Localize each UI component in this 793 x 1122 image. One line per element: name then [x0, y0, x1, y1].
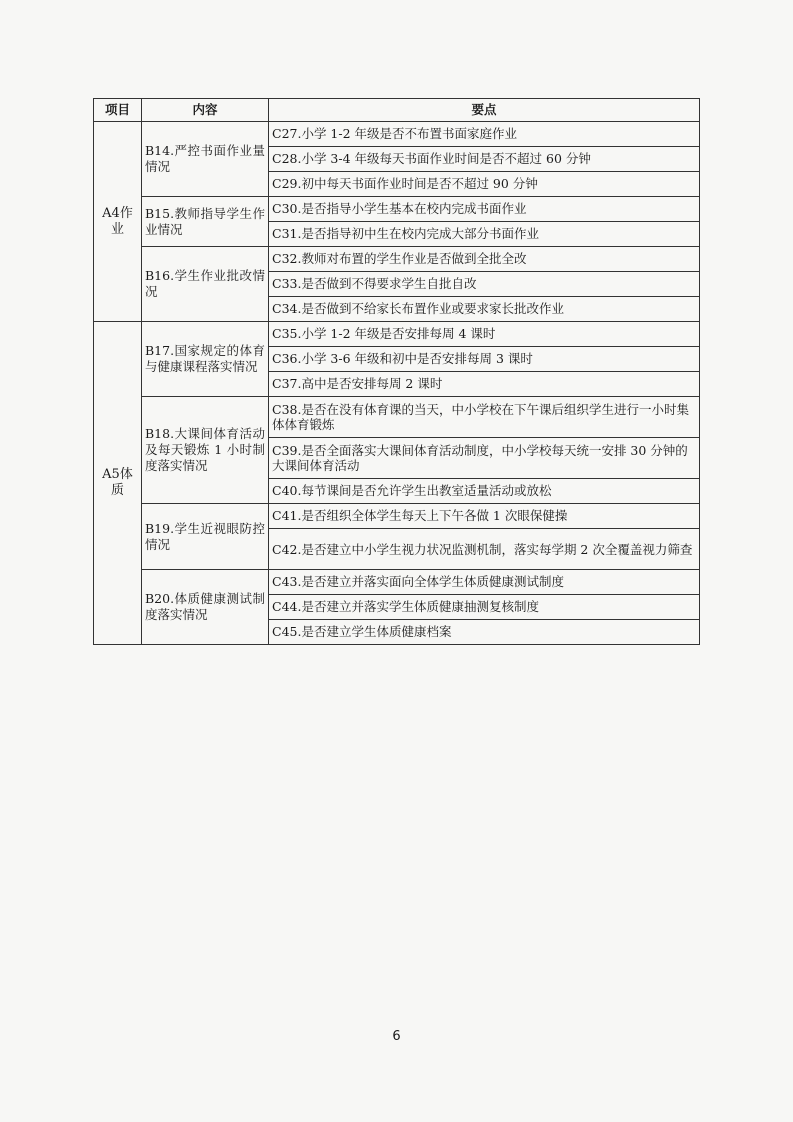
header-item: 项目 — [94, 99, 142, 122]
point-c45: C45.是否建立学生体质健康档案 — [269, 620, 700, 645]
point-c36: C36.小学 3-6 年级和初中是否安排每周 3 课时 — [269, 347, 700, 372]
category-a4: A4作业 — [94, 122, 142, 322]
point-c30: C30.是否指导小学生基本在校内完成书面作业 — [269, 197, 700, 222]
point-c44: C44.是否建立并落实学生体质健康抽测复核制度 — [269, 595, 700, 620]
point-c43: C43.是否建立并落实面向全体学生体质健康测试制度 — [269, 570, 700, 595]
point-c33: C33.是否做到不得要求学生自批自改 — [269, 272, 700, 297]
point-c38: C38.是否在没有体育课的当天，中小学校在下午课后组织学生进行一小时集体体育锻炼 — [269, 397, 700, 438]
category-a5: A5体质 — [94, 322, 142, 645]
sub-item-b19: B19.学生近视眼防控情况 — [142, 504, 269, 570]
point-c29: C29.初中每天书面作业时间是否不超过 90 分钟 — [269, 172, 700, 197]
table-row — [94, 247, 700, 272]
point-c35: C35.小学 1-2 年级是否安排每周 4 课时 — [269, 322, 700, 347]
point-c32: C32.教师对布置的学生作业是否做到全批全改 — [269, 247, 700, 272]
table-row — [94, 322, 700, 347]
point-c41: C41.是否组织全体学生每天上下午各做 1 次眼保健操 — [269, 504, 700, 529]
point-c31: C31.是否指导初中生在校内完成大部分书面作业 — [269, 222, 700, 247]
header-key-points: 要点 — [269, 99, 700, 122]
point-c27: C27.小学 1-2 年级是否不布置书面家庭作业 — [269, 122, 700, 147]
sub-item-b18: B18.大课间体育活动及每天锻炼 1 小时制度落实情况 — [142, 397, 269, 504]
table-row — [94, 570, 700, 595]
point-c42: C42.是否建立中小学生视力状况监测机制，落实每学期 2 次全覆盖视力筛查 — [269, 529, 700, 570]
table-row — [94, 397, 700, 438]
table-row — [94, 122, 700, 147]
sub-item-b15: B15.教师指导学生作业情况 — [142, 197, 269, 247]
sub-item-b20: B20.体质健康测试制度落实情况 — [142, 570, 269, 645]
table-header-row — [94, 99, 700, 122]
point-c39: C39.是否全面落实大课间体育活动制度，中小学校每天统一安排 30 分钟的大课间体育活动 — [269, 438, 700, 479]
header-content: 内容 — [142, 99, 269, 122]
evaluation-table — [93, 98, 700, 645]
sub-item-b17: B17.国家规定的体育与健康课程落实情况 — [142, 322, 269, 397]
point-c40: C40.每节课间是否允许学生出教室适量活动或放松 — [269, 479, 700, 504]
table-row — [94, 504, 700, 529]
sub-item-b14: B14.严控书面作业量情况 — [142, 122, 269, 197]
point-c34: C34.是否做到不给家长布置作业或要求家长批改作业 — [269, 297, 700, 322]
point-c28: C28.小学 3-4 年级每天书面作业时间是否不超过 60 分钟 — [269, 147, 700, 172]
table-row — [94, 197, 700, 222]
point-c37: C37.高中是否安排每周 2 课时 — [269, 372, 700, 397]
sub-item-b16: B16.学生作业批改情况 — [142, 247, 269, 322]
page-number: 6 — [392, 1029, 401, 1044]
